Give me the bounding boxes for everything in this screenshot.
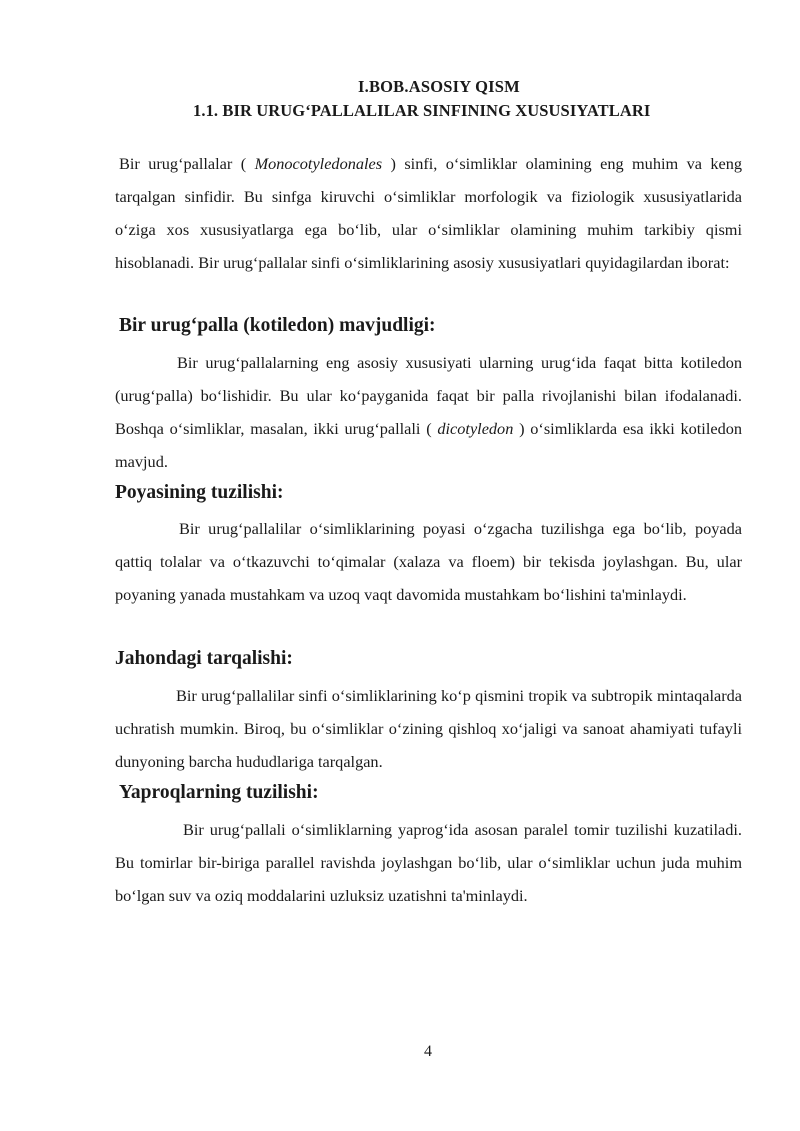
intro-latin-term: Monocotyledonales <box>254 154 383 173</box>
intro-text-start: Bir urug‘pallalar ( <box>119 154 255 173</box>
paragraph-distribution <box>115 679 742 778</box>
paragraph-leaves <box>115 813 742 912</box>
paragraph-stem <box>115 512 742 611</box>
section-title: 1.1. BIR URUG‘PALLALILAR SINFINING XUSUSIYATLARI <box>193 101 651 120</box>
stem-text: Bir urug‘pallalilar o‘simliklarining poyasi o‘zgacha tuzilishga ega bo‘lib, poyada qattiq tolalar va o‘tkazuvchi to‘qimalar (xalaza va floem) bir tekisda joylashgan. Bu, ular poyaning yanada mustahkam va uzoq vaqt davomida mustahkam bo‘lishini ta'minlaydi. <box>115 519 742 604</box>
heading-distribution: Jahondagi tarqalishi: <box>115 648 293 669</box>
intro-text-end: ) sinfi, o‘simliklar olamining eng muhim va keng tarqalgan sinfidir. Bu sinfga kiruvchi o‘simliklar morfologik va fiziologik xususiyatlarida o‘ziga xos xususiyatlarga ega bo‘lib, ular o‘simliklar olamining muhim tarkibiy qismi hisoblanadi. Bir urug‘pallalar sinfi o‘simliklarining asosiy xususiyatlari quyidagilardan iborat: <box>115 154 743 272</box>
chapter-title: I.BOB.ASOSIY QISM <box>358 77 520 96</box>
paragraph-cotyledon <box>115 346 742 478</box>
cotyledon-latin-term: dicotyledon <box>437 419 514 438</box>
distribution-text: Bir urug‘pallalilar sinfi o‘simliklarining ko‘p qismini tropik va subtropik mintaqalarda uchratish mumkin. Biroq, bu o‘simliklar o‘zining qishloq xo‘jaligi va sanoat ahamiyati tufayli dunyoning barcha hududlariga tarqalgan. <box>115 686 742 771</box>
heading-cotyledon: Bir urug‘palla (kotiledon) mavjudligi: <box>119 315 436 336</box>
heading-stem: Poyasining tuzilishi: <box>115 482 284 503</box>
cotyledon-text-start: Bir urug‘pallalarning eng asosiy xususiyati ularning urug‘ida faqat bitta kotiledon (urug‘palla) bo‘lishidir. Bu ular ko‘payganida faqat bir palla rivojlanishi bilan ifodalanadi. Boshqa o‘simliklar, masalan, ikki urug‘pallali ( <box>115 353 742 438</box>
page-number: 4 <box>424 1043 432 1060</box>
cotyledon-text-end: ) o‘simliklarda esa ikki kotiledon mavjud. <box>115 419 742 471</box>
intro-paragraph <box>115 147 742 279</box>
leaves-text: Bir urug‘pallali o‘simliklarning yaprog‘ida asosan paralel tomir tuzilishi kuzatiladi. Bu tomirlar bir-biriga parallel ravishda joylashgan bo‘lib, ular o‘simliklar uchun juda muhim bo‘lgan suv va oziq moddalarini uzluksiz uzatishni ta'minlaydi. <box>115 820 742 905</box>
heading-leaves: Yaproqlarning tuzilishi: <box>119 782 319 803</box>
